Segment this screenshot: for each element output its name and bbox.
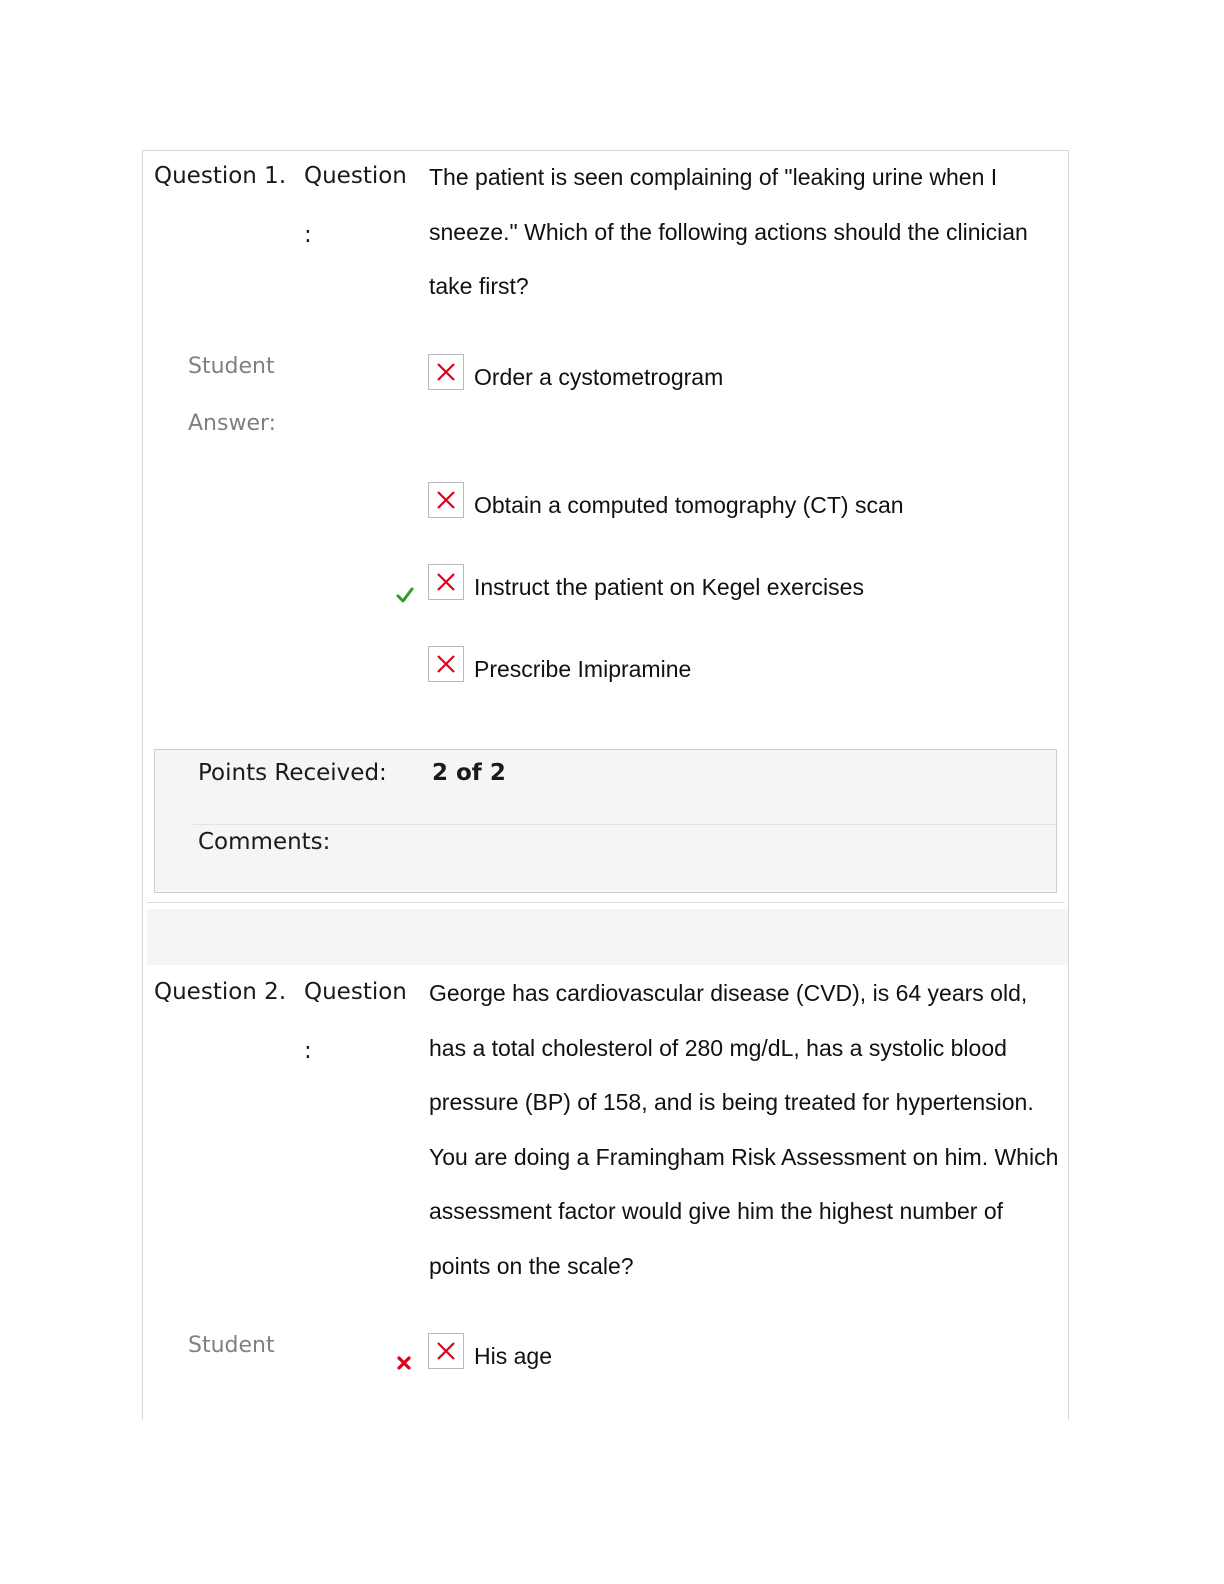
- incorrect-cross-icon: [396, 1355, 412, 1376]
- student-answer-label: [188, 338, 276, 452]
- answer-choice-label: Instruct the patient on Kegel exercises: [474, 574, 864, 600]
- answer-choice: [428, 1329, 552, 1369]
- question-1-colon: :: [304, 222, 312, 248]
- broken-image-icon: [428, 354, 464, 390]
- answer-choice-label: His age: [474, 1343, 552, 1369]
- answer-choice-label: Prescribe Imipramine: [474, 656, 692, 682]
- broken-image-icon: [428, 1333, 464, 1369]
- student-answer-label: [188, 1317, 275, 1374]
- points-panel-divider: [193, 824, 1056, 825]
- question-1-text: The patient is seen complaining of "leaking urine when I sneeze." Which of the following actions should the clinician take first?: [429, 164, 1028, 299]
- answer-choice: [428, 560, 864, 600]
- points-received-value: 2 of 2: [432, 760, 506, 786]
- answer-choice: [428, 350, 723, 390]
- question-1-number: Question 1.: [154, 163, 287, 189]
- answer-choice-label: Obtain a computed tomography (CT) scan: [474, 492, 904, 518]
- question-1-label: Question: [304, 163, 407, 189]
- answer-choice: [428, 478, 904, 518]
- answer-choice: [428, 642, 691, 682]
- broken-image-icon: [428, 646, 464, 682]
- student-label-line2: Answer:: [188, 411, 277, 436]
- broken-image-icon: [428, 482, 464, 518]
- broken-image-icon: [428, 564, 464, 600]
- comments-label: Comments:: [198, 829, 331, 855]
- question-divider: [147, 902, 1064, 903]
- question-2-colon: :: [304, 1038, 312, 1064]
- student-label-line1: Student: [188, 354, 275, 379]
- question-2-label: Question: [304, 979, 407, 1005]
- points-received-label: Points Received:: [198, 760, 387, 786]
- question-2-number: Question 2.: [154, 979, 287, 1005]
- question-separator-band: [147, 909, 1068, 965]
- answer-choice-label: Order a cystometrogram: [474, 364, 724, 390]
- student-label-line1: Student: [188, 1333, 275, 1358]
- question-2-text: George has cardiovascular disease (CVD), is 64 years old, has a total cholesterol of 280 mg/dL, has a systolic blood pressure (BP) of 158, and is being treated for hypertension. You are doing a Framingham Risk Assessment on him. Which assessment factor would give him the highest number of points on the scale?: [429, 980, 1059, 1279]
- correct-checkmark-icon: [396, 586, 414, 609]
